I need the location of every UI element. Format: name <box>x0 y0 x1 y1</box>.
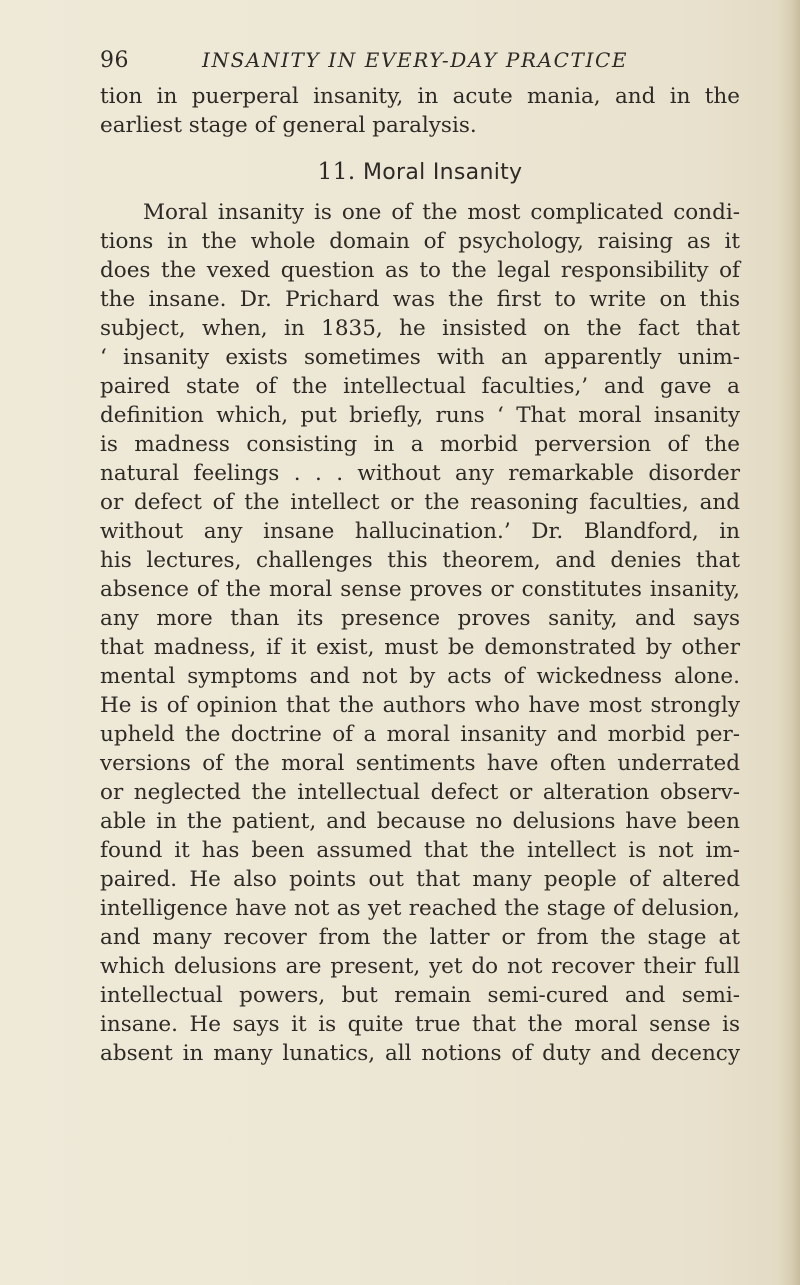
section-heading <box>100 148 740 196</box>
text-line: paired. He also points out that many people of altered <box>100 867 740 892</box>
text-line: does the vexed question as to the legal responsibility of <box>100 258 740 283</box>
text-line: natural feelings . . . without any remarkable disorder <box>100 461 740 486</box>
text-line: insane. He says it is quite true that the moral sense is <box>100 1012 740 1037</box>
text-line: definition which, put briefly, runs ‘ That moral insanity <box>100 403 740 428</box>
text-line: He is of opinion that the authors who have most strongly <box>100 693 740 718</box>
text-line: tion in puerperal insanity, in acute mania, and in the <box>100 84 740 109</box>
text-line: absence of the moral sense proves or constitutes insanity, <box>100 577 740 602</box>
body-text <box>100 82 740 1068</box>
text-line: tions in the whole domain of psychology, raising as it <box>100 229 740 254</box>
section-title: Moral Insanity <box>363 160 523 185</box>
text-line: Moral insanity is one of the most complicated condi- <box>143 200 740 225</box>
text-line: upheld the doctrine of a moral insanity and morbid per- <box>100 722 740 747</box>
text-line: paired state of the intellectual faculties,’ and gave a <box>100 374 740 399</box>
text-line: which delusions are present, yet do not recover their full <box>100 954 740 979</box>
page-number: 96 <box>100 48 129 73</box>
text-line: able in the patient, and because no delusions have been <box>100 809 740 834</box>
page-edge-shadow <box>778 0 800 1285</box>
text-line: his lectures, challenges this theorem, and denies that <box>100 548 740 573</box>
text-line: and many recover from the latter or from the stage at <box>100 925 740 950</box>
text-line: absent in many lunatics, all notions of duty and decency <box>100 1041 740 1066</box>
text-line: or defect of the intellect or the reasoning faculties, and <box>100 490 740 515</box>
text-line: the insane. Dr. Prichard was the first to write on this <box>100 287 740 312</box>
text-line: found it has been assumed that the intellect is not im- <box>100 838 740 863</box>
text-line: intelligence have not as yet reached the stage of delusion, <box>100 896 740 921</box>
section-number: 11. <box>317 159 356 185</box>
text-line: subject, when, in 1835, he insisted on the fact that <box>100 316 740 341</box>
running-head: INSANITY IN EVERY-DAY PRACTICE <box>202 48 629 72</box>
text-line: mental symptoms and not by acts of wickedness alone. <box>100 664 740 689</box>
text-line: any more than its presence proves sanity, and says <box>100 606 740 631</box>
text-line: that madness, if it exist, must be demonstrated by other <box>100 635 740 660</box>
text-line: earliest stage of general paralysis. <box>100 113 477 138</box>
text-line: without any insane hallucination.’ Dr. Blandford, in <box>100 519 740 544</box>
text-line: is madness consisting in a morbid perversion of the <box>100 432 740 457</box>
text-line: intellectual powers, but remain semi-cured and semi- <box>100 983 740 1008</box>
text-line: or neglected the intellectual defect or alteration observ- <box>100 780 740 805</box>
text-line: versions of the moral sentiments have often underrated <box>100 751 740 776</box>
text-line: ‘ insanity exists sometimes with an apparently unim- <box>100 345 740 370</box>
page-header <box>100 48 740 78</box>
